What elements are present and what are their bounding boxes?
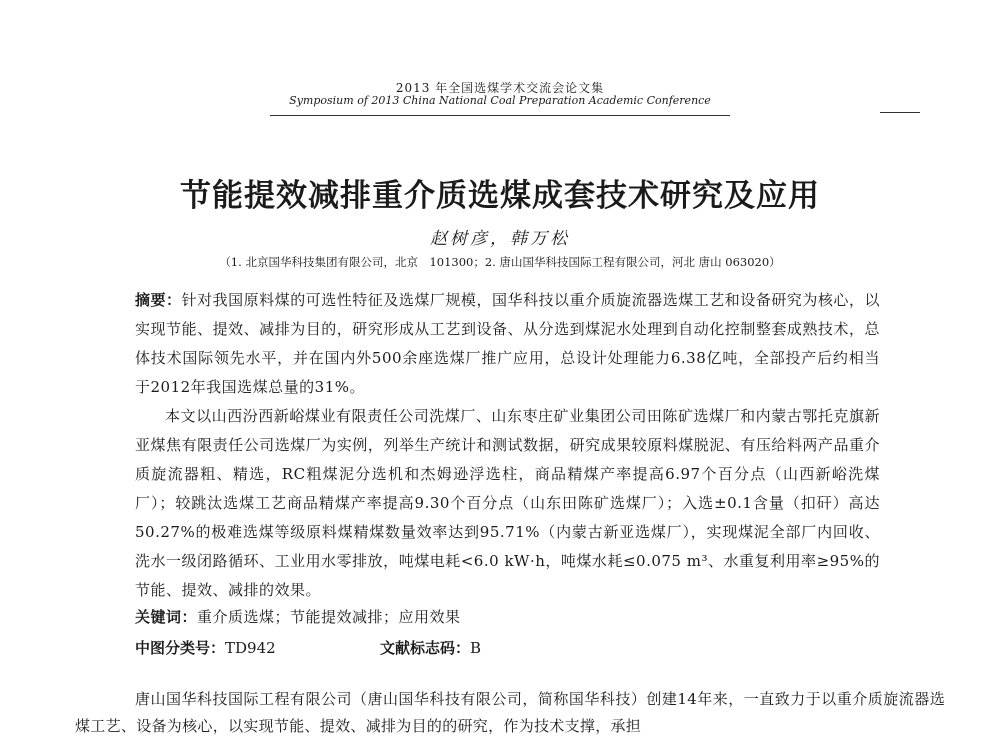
header-rule <box>270 115 730 116</box>
doc-code-value: B <box>470 639 482 657</box>
classification-value: TD942 <box>225 639 276 657</box>
keywords <box>135 606 461 627</box>
running-header-cn: 2013 年全国选煤学术交流会论文集 <box>395 81 605 95</box>
keywords-value: 重介质选煤；节能提效减排；应用效果 <box>197 608 461 626</box>
abstract-text-1: 针对我国原料煤的可选性特征及选煤厂规模，国华科技以重介质旋流器选煤工艺和设备研究为核心，以实现节能、提效、减排为目的，研究形成从工艺到设备、从分选到煤泥水处理到自动化控制整套成熟技术，总体技术国际领先水平，并在国内外500余座选煤厂推广应用，总设计处理能力6.38亿吨，全部投产后约相当于2012年我国选煤总量的31%。 <box>135 291 880 396</box>
doc-code <box>380 637 481 658</box>
abstract-label: 摘要： <box>135 291 182 309</box>
authors: 赵树彦，韩万松 <box>430 229 570 249</box>
header-rule-right <box>880 112 920 113</box>
keywords-label: 关键词： <box>135 608 198 626</box>
affiliation: （1. 北京国华科技集团有限公司，北京 101300；2. 唐山国华科技国际工程有限公司，河北 唐山 063020） <box>219 255 781 269</box>
doc-code-label: 文献标志码： <box>380 639 471 657</box>
abstract-paragraph-1 <box>135 286 880 402</box>
classification <box>135 637 276 658</box>
classification-label: 中图分类号： <box>135 639 226 657</box>
paper-title: 节能提效减排重介质选煤成套技术研究及应用 <box>180 178 820 214</box>
body-paragraph-1 <box>75 686 945 740</box>
abstract-text-2: 本文以山西汾西新峪煤业有限责任公司洗煤厂、山东枣庄矿业集团公司田陈矿选煤厂和内蒙古鄂托克旗新亚煤焦有限责任公司选煤厂为实例，列举生产统计和测试数据，研究成果较原料煤脱泥、有压给料两产品重介质旋流器粗、精选，RC粗煤泥分选机和杰姆逊浮选柱，商品精煤产率提高6.97个百分点（山西新峪洗煤厂）；较跳汰选煤工艺商品精煤产率提高9.30个百分点（山东田陈矿选煤厂）；入选±0.1含量（扣矸）高达50.27%的极难选煤等级原料煤精煤数量效率达到95.71%（内蒙古新亚选煤厂），实现煤泥全部厂内回收、洗水一级闭路循环、工业用水零排放，吨煤电耗<6.0 kW·h，吨煤水耗≤0.075 m³、水重复利用率≥95%的节能、提效、减排的效果。 <box>135 407 880 599</box>
abstract-paragraph-2 <box>135 402 880 605</box>
running-header-en: Symposium of 2013 China National Coal Preparation Academic Conference <box>289 94 711 107</box>
body-text-1: 唐山国华科技国际工程有限公司（唐山国华科技有限公司，简称国华科技）创建14年来，一直致力于以重介质旋流器选煤工艺、设备为核心，以实现节能、提效、减排为目的的研究，作为技术支撑，承担 <box>75 690 945 735</box>
